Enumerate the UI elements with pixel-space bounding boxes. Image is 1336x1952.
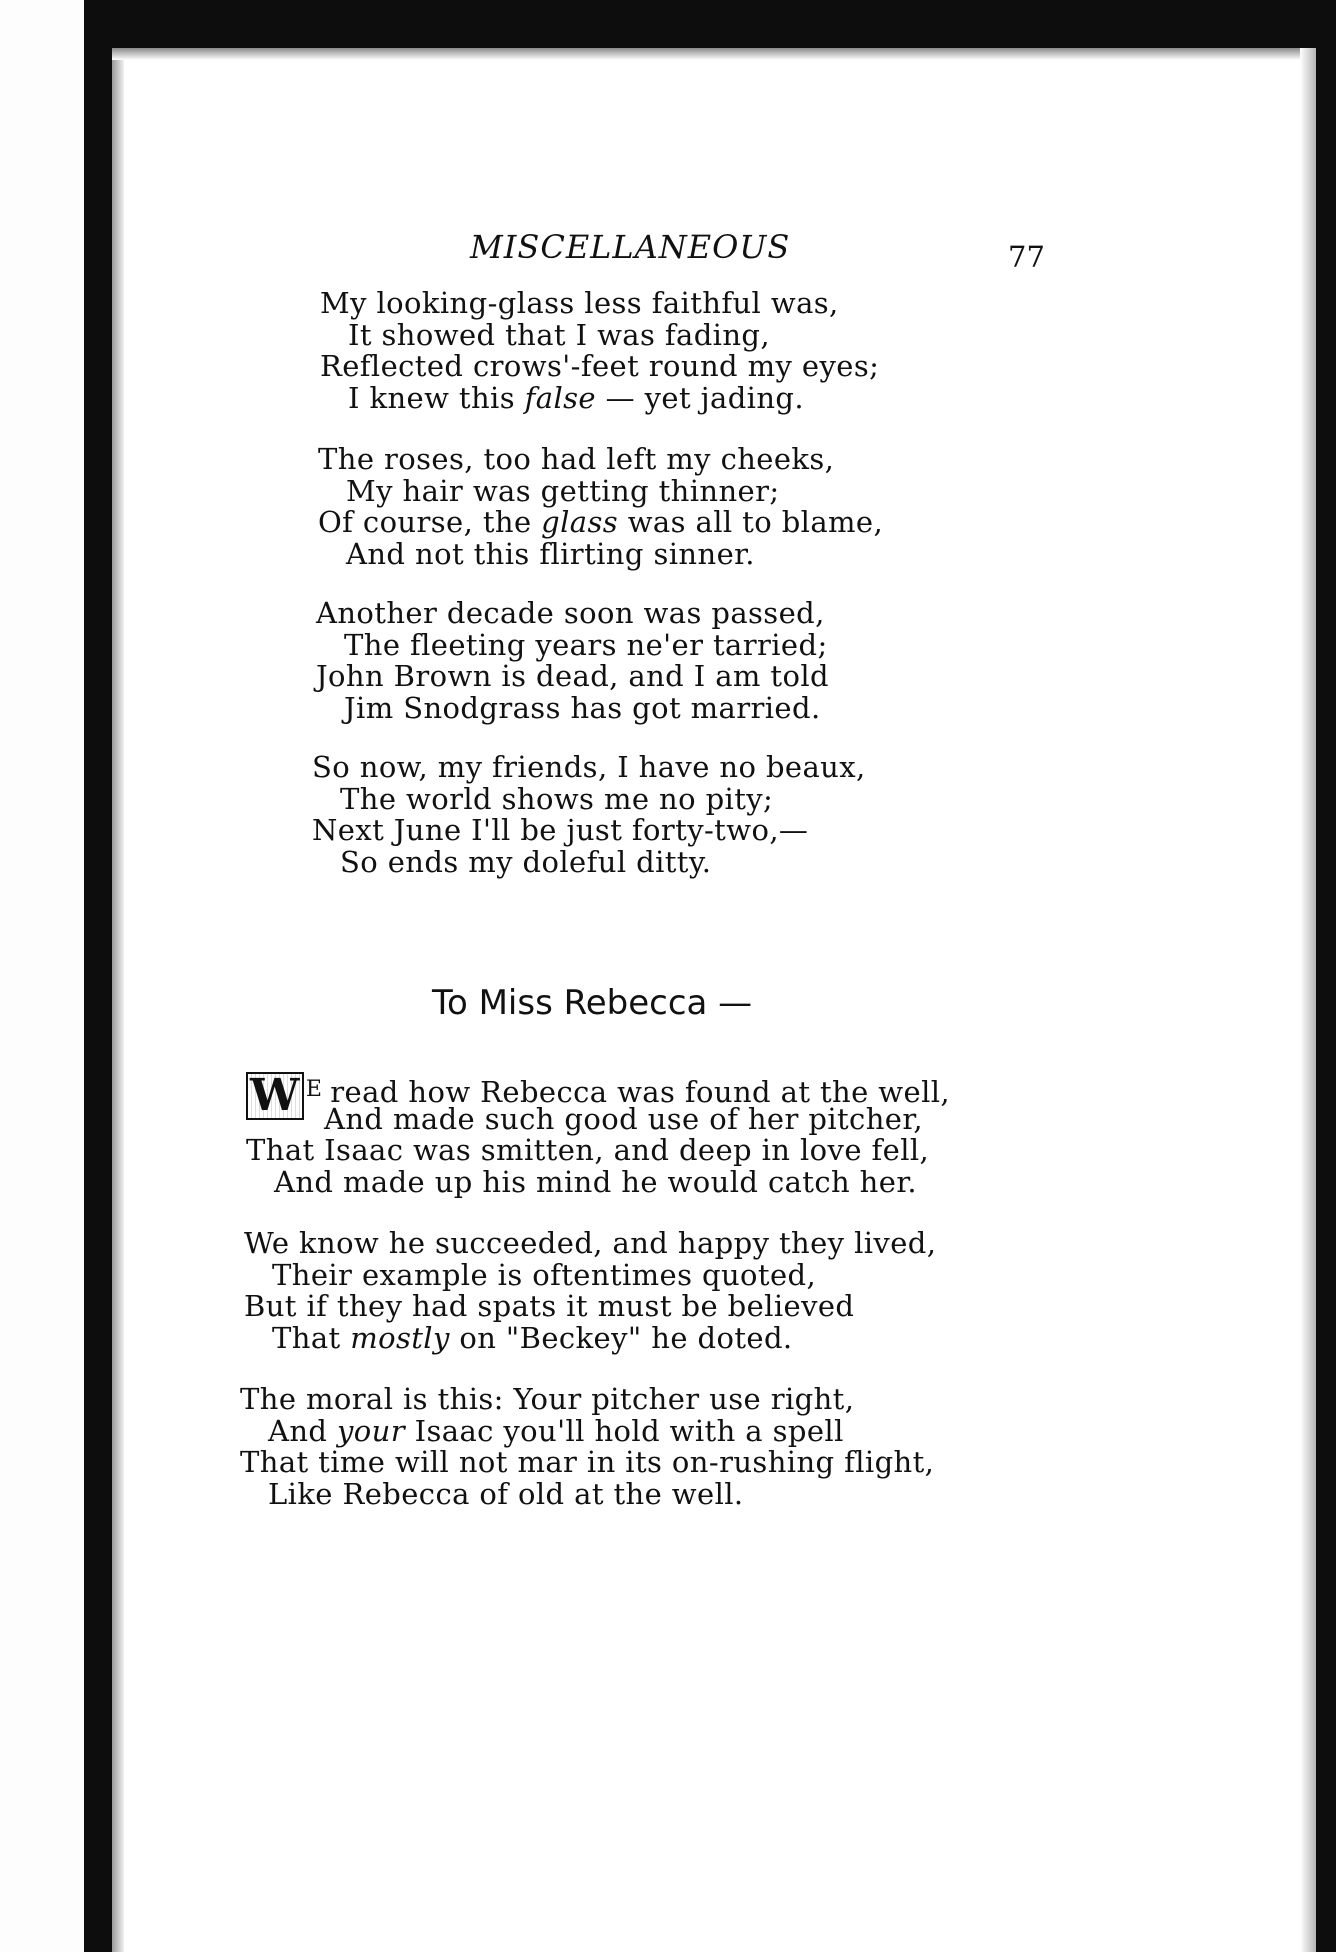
gutter-gradient [112, 0, 124, 1952]
verse-line: It showed that I was fading, [348, 317, 771, 352]
verse-line-end: Isaac you'll hold with a spell [405, 1413, 844, 1448]
verse-line-start: That [272, 1320, 351, 1355]
verse-line: That Isaac was smitten, and deep in love fell, [246, 1133, 930, 1167]
scan-top-border [112, 0, 1336, 48]
drop-cap-tail: E [305, 1077, 323, 1102]
verse-line: John Brown is dead, and I am told [316, 659, 829, 693]
verse-line: Jim Snodgrass has got married. [344, 690, 821, 725]
verse-line-start: And [268, 1413, 338, 1448]
verse-line [240, 1413, 934, 1448]
verse-line: The fleeting years ne'er tarried; [344, 627, 828, 662]
book-spine-shadow [84, 0, 112, 1952]
verse-line: Like Rebecca of old at the well. [268, 1476, 744, 1511]
right-shade [1300, 48, 1316, 1952]
poem-1-stanza-2 [318, 444, 883, 570]
italic-word: false [524, 380, 596, 415]
poem-2-stanza-2 [244, 1228, 936, 1354]
poem-1-stanza-4 [312, 752, 866, 878]
running-head: MISCELLANEOUS [470, 228, 791, 266]
page-number: 77 [1008, 240, 1045, 274]
verse-line: And made such good use of her pitcher, [324, 1101, 924, 1136]
verse-line: Reflected crows'-feet round my eyes; [320, 349, 880, 383]
verse-line: Their example is oftentimes quoted, [272, 1257, 817, 1292]
scan-right-border [1316, 48, 1336, 1952]
verse-line-text: read how Rebecca was found at the well, [330, 1075, 951, 1109]
verse-line [320, 380, 879, 415]
verse-line [318, 507, 883, 539]
italic-word: glass [541, 505, 619, 539]
poem-1-stanza-3 [316, 598, 829, 724]
verse-line: Another decade soon was passed, [316, 596, 825, 630]
verse-line [244, 1320, 936, 1355]
verse-line: Next June I'll be just forty-two,— [312, 813, 809, 847]
poem-2-stanza-1 [246, 1072, 950, 1198]
verse-line-start: I knew this [348, 380, 525, 415]
verse-line-start: Of course, the [318, 505, 542, 539]
verse-line-end: on "Beckey" he doted. [449, 1320, 793, 1355]
poem-1-stanza-1 [320, 288, 879, 414]
verse-line: And not this flirting sinner. [346, 536, 755, 571]
facing-page-edge [0, 0, 84, 1952]
verse-line-end: was all to blame, [618, 505, 884, 539]
verse-line-end: — yet jading. [595, 380, 805, 415]
verse-line: So ends my doleful ditty. [340, 844, 712, 879]
verse-line: But if they had spats it must be believed [244, 1289, 855, 1323]
verse-line: That time will not mar in its on-rushing flight, [240, 1445, 935, 1479]
poem-title: To Miss Rebecca — [432, 983, 753, 1023]
poem-2-stanza-3 [240, 1384, 934, 1510]
verse-line: And made up his mind he would catch her. [274, 1164, 918, 1199]
verse-line: The roses, too had left my cheeks, [318, 442, 835, 476]
verse-line: So now, my friends, I have no beaux, [312, 750, 866, 784]
top-shade [112, 48, 1336, 60]
verse-line: We know he succeeded, and happy they lived, [244, 1226, 937, 1260]
italic-word: your [337, 1413, 405, 1448]
verse-line: My hair was getting thinner; [346, 473, 780, 508]
verse-line: The world shows me no pity; [340, 781, 774, 816]
verse-line: My looking-glass less faithful was, [320, 286, 839, 320]
italic-word: mostly [350, 1320, 450, 1355]
ornamental-drop-cap: W [246, 1072, 304, 1120]
verse-line: The moral is this: Your pitcher use right, [240, 1382, 855, 1416]
